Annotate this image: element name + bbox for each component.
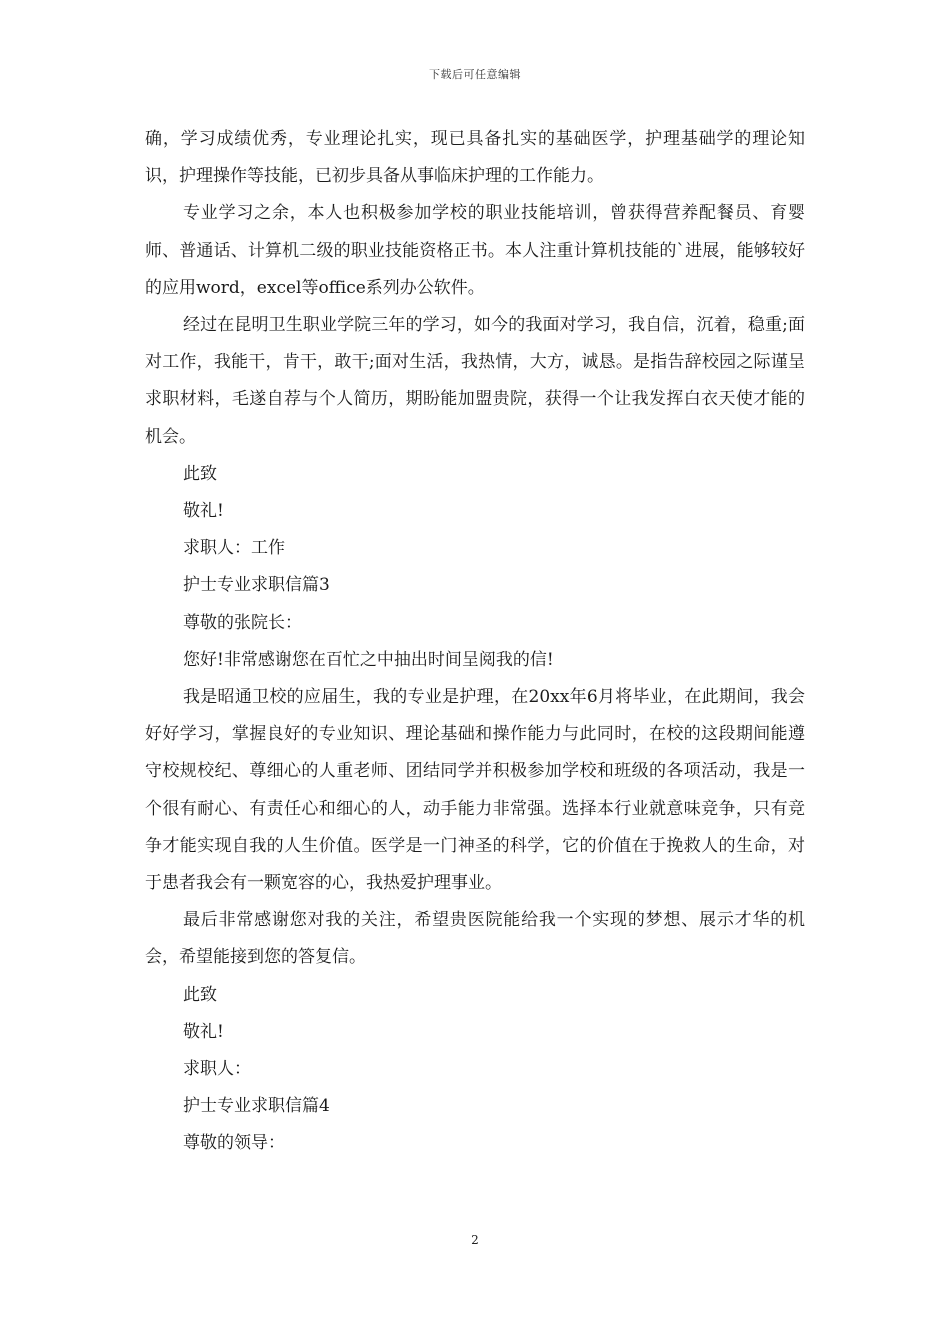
- closing-line: 此致: [183, 984, 217, 1005]
- paragraph: 专业学习之余，本人也积极参加学校的职业技能培训，曾获得营养配餐员、育婴师、普通话、计算机二级的职业技能资格正书。本人注重计算机技能的`进展，能够较好的应用word，excel等office系列办公软件。: [145, 203, 805, 298]
- closing-line: 此致: [183, 463, 217, 484]
- page-header: 下载后可任意编辑: [429, 68, 521, 81]
- page-number: 2: [471, 1233, 479, 1247]
- paragraph: 您好!非常感谢您在百忙之中抽出时间呈阅我的信!: [183, 649, 554, 670]
- closing-line: 敬礼!: [183, 1021, 224, 1042]
- section-heading: 护士专业求职信篇3: [183, 575, 330, 596]
- document-body: [145, 121, 805, 1163]
- signature-line: 求职人：工作: [183, 538, 285, 559]
- paragraph: 我是昭通卫校的应届生，我的专业是护理，在20xx年6月将毕业，在此期间，我会好好学习，掌握良好的专业知识、理论基础和操作能力与此同时，在校的这段期间能遵守校规校纪、尊细心的人重老师、团结同学并积极参加学校和班级的各项活动，我是一个很有耐心、有责任心和细心的人，动手能力非常强。选择本行业就意味竞争，只有竞争才能实现自我的人生价值。医学是一门神圣的科学，它的价值在于挽救人的生命，对于患者我会有一颗宽容的心，我热爱护理事业。: [145, 687, 805, 894]
- salutation: 尊敬的领导：: [183, 1133, 285, 1154]
- paragraph: 最后非常感谢您对我的关注，希望贵医院能给我一个实现的梦想、展示才华的机会，希望能接到您的答复信。: [145, 910, 805, 968]
- section-heading: 护士专业求职信篇4: [183, 1096, 330, 1117]
- signature-line: 求职人：: [183, 1059, 251, 1080]
- salutation: 尊敬的张院长：: [183, 612, 302, 633]
- paragraph: 经过在昆明卫生职业学院三年的学习，如今的我面对学习，我自信，沉着，稳重;面对工作，我能干，肯干，敢干;面对生活，我热情，大方，诚恳。是指告辞校园之际谨呈求职材料，毛遂自荐与个人简历，期盼能加盟贵院，获得一个让我发挥白衣天使才能的机会。: [145, 315, 805, 447]
- closing-line: 敬礼!: [183, 501, 224, 522]
- paragraph: 确，学习成绩优秀，专业理论扎实，现已具备扎实的基础医学，护理基础学的理论知识，护理操作等技能，已初步具备从事临床护理的工作能力。: [145, 129, 805, 187]
